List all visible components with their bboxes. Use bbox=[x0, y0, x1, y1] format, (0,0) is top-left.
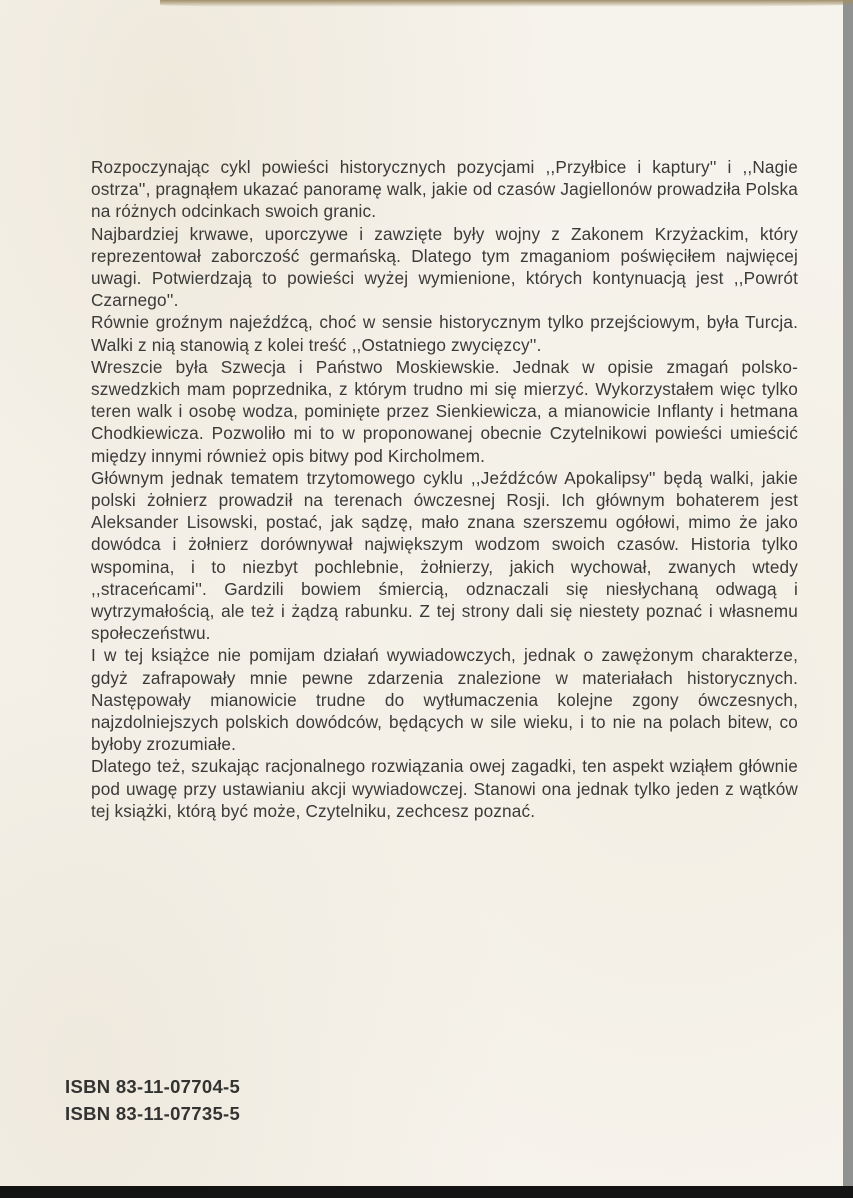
isbn-block bbox=[65, 1073, 240, 1127]
blurb-paragraph: Dlatego też, szukając racjonalnego rozwiązania owej zagadki, ten aspekt wziąłem głównie pod uwagę przy ustawianiu akcji wywiadowczej. Stanowi ona jednak tylko jeden z wątków tej książki, którą być może, Czytelniku, zechcesz poznać. bbox=[91, 756, 798, 821]
scan-bottom-border bbox=[0, 1186, 853, 1198]
blurb-paragraph: Równie groźnym najeźdźcą, choć w sensie historycznym tylko przejściowym, była Turcja. Walki z nią stanowią z kolei treść ,,Ostatniego zwycięzcy''. bbox=[91, 312, 798, 355]
blurb-paragraph: Wreszcie była Szwecja i Państwo Moskiewskie. Jednak w opisie zmagań polsko-szwedzkich mam poprzednika, z którym trudno mi się mierzyć. Wykorzystałem więc tylko teren walk i osobę wodza, pominięte przez Sienkiewicza, a mianowicie Inflanty i hetmana Chodkiewicza. Pozwoliło mi to w proponowanej obecnie Czytelnikowi powieści umieścić między innymi również opis bitwy pod Kircholmem. bbox=[91, 356, 798, 466]
blurb-paragraph: Rozpoczynając cykl powieści historycznych pozycjami ,,Przyłbice i kaptury'' i ,,Nagie ostrza'', pragnąłem ukazać panoramę walk, jakie od czasów Jagiellonów prowadziła Polska na różnych odcinkach swoich granic. bbox=[91, 157, 798, 222]
isbn-line: ISBN 83-11-07704-5 bbox=[65, 1076, 241, 1097]
blurb-paragraph: Głównym jednak tematem trzytomowego cyklu ,,Jeźdźców Apokalipsy'' będą walki, jakie polski żołnierz prowadził na terenach ówczesnej Rosji. Ich głównym bohaterem jest Aleksander Lisowski, postać, jak sądzę, mało znana szerszemu ogółowi, mimo że jako dowódca i żołnierz dorównywał największym wodzom swoich czasów. Historia tylko wspomina, i to niezbyt pochlebnie, żołnierzy, jakich wychował, zwanych wtedy ,,straceńcami''. Gardzili bowiem śmiercią, odznaczali się niesłychaną odwagą i wytrzymałością, ale też i żądzą rabunku. Z tej strony dali się niestety poznać i własnemu społeczeństwu. bbox=[91, 467, 798, 644]
isbn-line: ISBN 83-11-07735-5 bbox=[65, 1103, 241, 1124]
blurb-paragraph: I w tej książce nie pomijam działań wywiadowczych, jednak o zawężonym charakterze, gdyż zafrapowały mnie pewne zdarzenia znalezione w materiałach historycznych. Następowały mianowicie trudne do wytłumaczenia kolejne zgony ówczesnych, najzdolniejszych polskich dowódców, będących w sile wieku, i to nie na polach bitew, co byłoby zrozumiałe. bbox=[91, 645, 798, 755]
cover-blurb bbox=[91, 156, 798, 822]
blurb-paragraph: Najbardziej krwawe, uporczywe i zawzięte były wojny z Zakonem Krzyżackim, który reprezentował zaborczość germańską. Dlatego tym zmaganiom poświęciłem najwięcej uwagi. Potwierdzają to powieści wyżej wymienione, których kontynuacją jest ,,Powrót Czarnego''. bbox=[91, 223, 798, 311]
worn-top-edge bbox=[160, 0, 853, 7]
